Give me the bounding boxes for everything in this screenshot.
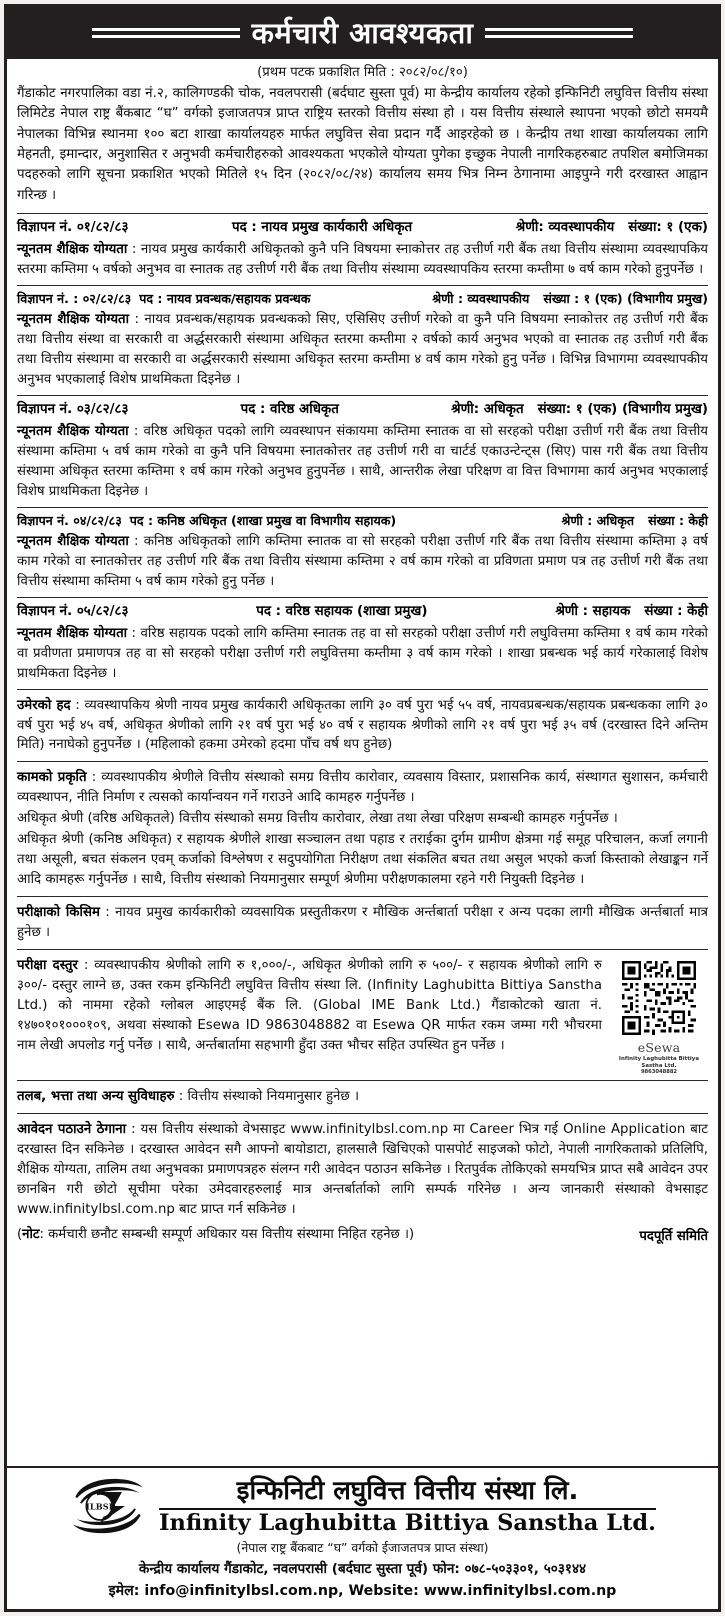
header-rule-right xyxy=(485,28,633,38)
esewa-brand-label: eSewa xyxy=(637,1039,681,1055)
exam-type-text: : नायव प्रमुख कार्यकारीको व्यवसायिक प्रस्तुतीकरण र मौखिक अर्न्तबार्ता परीक्षा र अन्य पदका लागी मौखिक अर्न्तबार्ता मात्र हुनेछ । xyxy=(17,905,708,940)
esewa-qr-caption: Infinity Laghubitta Bittiya Sastha Ltd. xyxy=(618,1055,700,1069)
vacancy-level: श्रेणी: अधिकृत xyxy=(451,401,524,417)
job-nature-paragraph-2: अधिकृत श्रेणी (वरिष्ठ अधिकृतले) वित्तीय संस्थाको समग्र वित्तीय कारोवार, लेखा तथा लेखा परिक्षण सम्बन्धी कामहरु गर्नुपर्नेछ । xyxy=(17,811,618,827)
vacancy-heading-2 xyxy=(17,289,708,310)
brand-row xyxy=(17,1475,708,1537)
vacancy-ad-number: विज्ञापन नं. ०१/८२/८३ xyxy=(17,219,129,235)
qualification-label: न्यूनतम शैक्षिक योग्यता xyxy=(17,423,129,439)
committee-signature: पदपूर्ति समिति xyxy=(639,1229,708,1245)
vacancy-heading-5 xyxy=(17,601,708,623)
divider xyxy=(17,1113,708,1114)
vacancy-post: पद : नायव प्रमुख कार्यकारी अधिकृत xyxy=(232,219,413,235)
divider xyxy=(17,896,708,897)
vacancy-count: संख्या : केही xyxy=(648,513,708,529)
divider xyxy=(17,395,708,396)
brand-names xyxy=(159,1477,656,1535)
vacancy-level: श्रेणी : सहायक xyxy=(555,603,631,619)
divider xyxy=(17,507,708,508)
salary-text: : वित्तीय संस्थाको नियमानुसार हुनेछ । xyxy=(178,1089,360,1105)
qualification-label: न्यूनतम शैक्षिक योग्यता xyxy=(17,534,129,550)
organization-name-nepali: इन्फिनिटी लघुवित्त वित्तीय संस्था लि. xyxy=(236,1476,579,1507)
vacancy-level: श्रेणी : अधिकृत xyxy=(561,513,635,529)
exam-fee-text-block xyxy=(17,956,708,1056)
vacancy-level: श्रेणी: व्यवस्थापकीय xyxy=(515,219,615,235)
intro-paragraph: गैंडाकोट नगरपालिका वडा नं.२, कालिगण्डकी चोक, नवलपरासी (बर्दघाट सुस्ता पूर्व) मा केन्द्रीय कार्यालय रहेको इन्फिनिटी लघुवित्त वित्तीय संस्था लिमिटेड नेपाल राष्ट्र बैंकबाट “घ” वर्गको इजाजतपत्र प्राप्त राष्ट्रिय स्तरको वित्तीय संस्था हो । यस वित्तीय संस्थाले स्थापना भएको छोटो समयमै नेपालका विभिन्न स्थानमा १०० बटा शाखा कार्यालयहरु मार्फत लघुवित्त सेवा प्रदान गर्दै आइरहेको छ । केन्द्रीय तथा शाखा कार्यालयका लागि मेहनती, इमान्दार, अनुशासित र अनुभवी कर्मचारीहरुको आवश्यकता भएकोले योग्यता पुगेका इच्छुक नेपाली नागरिकहरुबाट तपशिल बमोजिमका पदहरुको लागि सूचना प्रकाशित भएको मितिले १५ दिन (२०८२/०८/२४) कार्यालय समय भित्र निम्न ठेगानामा आइपुग्ने गरी दरखास्त आह्वान गरिन्छ । xyxy=(17,85,708,203)
vacancy-ad-number: विज्ञापन नं. ०४/८२/८३ xyxy=(17,513,122,529)
note-label: नोट xyxy=(22,1227,40,1243)
application-label: आवेदन पठाउने ठेगाना xyxy=(17,1122,127,1138)
divider xyxy=(17,689,708,690)
vacancy-ad-number: विज्ञापन नं. ०५/८२/८३ xyxy=(17,603,129,619)
vacancy-count: संख्या: १ (एक) xyxy=(628,219,708,235)
esewa-qr-block xyxy=(610,958,708,1076)
vacancy-heading-3 xyxy=(17,399,708,421)
advertisement-border xyxy=(4,4,721,1612)
age-limit-text: : व्यवस्थापकिय श्रेणी नायव प्रमुख कार्यकारी अधिकृतका लागि ३० वर्ष पुरा भई ५५ वर्ष, नायवप्रबन्धक/सहायक प्रबन्धकका लागि ३० वर्ष पुरा भई ४५ वर्ष, अधिकृत श्रेणीको लागि २१ वर्ष पुरा भई ४० वर्ष र सहायक श्रेणीको लागि २१ वर्ष पुरा भई ३५ वर्ष (दरखास्त दिने अन्तिम मिति) ननाघेको हुनुपर्नेछ । (महिलाको हकमा उमेरको हदमा पाँच वर्ष थप हुनेछ) xyxy=(17,697,708,753)
logo-wordmark: ILBSL xyxy=(85,1501,115,1512)
exam-fee-section xyxy=(17,953,708,1078)
vacancy-heading-4 xyxy=(17,511,708,532)
note-open-paren: ( xyxy=(17,1227,23,1243)
ilbsl-logo-icon xyxy=(69,1475,147,1537)
vacancy-qualification-3 xyxy=(17,421,708,504)
exam-type-section xyxy=(17,900,708,946)
exam-type-label: परीक्षाको किसिम xyxy=(17,905,100,921)
note-text: : कर्मचारी छनौट सम्बन्धी सम्पूर्ण अधिकार यस वित्तीय संस्थामा निहित रहनेछ ।) xyxy=(39,1227,415,1243)
qualification-text: : वरिष्ठ अधिकृत पदको लागि व्यवस्थापन संकायमा कम्तिमा स्नातक वा सो सरहको परीक्षा उत्तीर्ण गरी बैंक तथा वित्तीय संस्थामा कम्तिमा ५ वर्ष काम गरेको वा कुनै पनि विषयमा स्नातकोत्तर तह उत्तीर्ण गरी वा चार्टर्ड एकाउन्टेन्ट्स (सिए) पास गरी बैंक तथा वित्तीय संस्थामा अधिकृत स्तरमा कम्तिमा १ वर्ष काम गरेको अनुभव हुनुपर्नेछ । साथै, आन्तरीक लेखा परिक्षण वा वित्त विभागमा कार्य अनुभव भएकालाई विशेष प्राथमिकता दिइनेछ । xyxy=(17,423,709,499)
esewa-qr-id: 9863048882 xyxy=(640,1069,678,1076)
vacancy-qualification-5 xyxy=(17,623,708,686)
qualification-label: न्यूनतम शैक्षिक योग्यता xyxy=(17,625,128,641)
salary-section xyxy=(17,1084,708,1110)
salary-label: तलब, भत्ता तथा अन्य सुविधाहरु xyxy=(17,1089,175,1105)
job-nature-label: कामको प्रकृति xyxy=(17,770,87,786)
vacancy-count: संख्या: १ (एक) (विभागीय प्रमुख) xyxy=(537,401,708,417)
vacancy-level: श्रेणी : व्यवस्थापकीय xyxy=(432,291,530,307)
vacancy-qualification-2 xyxy=(17,309,708,392)
divider xyxy=(17,213,708,214)
divider xyxy=(17,761,708,762)
qualification-text: : नायव प्रमुख कार्यकारी अधिकृतको कुनै पनि विषयमा स्नाकोत्तर तह उत्तीर्ण गरी बैंक तथा वित्तीय संस्थामा व्यवस्थापकिय स्तरमा कम्तिमा ५ वर्षको अनुभव वा स्नातक तह उत्तीर्ण गरी बैंक तथा वित्तीय संस्थामा व्यवस्थापकिय स्तरमा कम्तीमा ७ वर्ष काम गरेको हुनुपर्नेछ । xyxy=(17,241,708,277)
advertisement-body xyxy=(7,59,718,1466)
page-title: कर्मचारी आवश्यकता xyxy=(251,15,474,50)
vacancy-ad-number: विज्ञापन नं. : ०२/८२/८३ xyxy=(17,291,132,307)
application-address-section xyxy=(17,1117,708,1223)
job-nature-paragraph-1: : व्यवस्थापकीय श्रेणीले वित्तीय संस्थाको समग्र वित्तीय कारोवार, व्यवसाय विस्तार, प्रशासनिक कार्य, संस्थागत सुशासन, कर्मचारी व्यवस्थापन, नीति निर्माण र त्यसको कार्यान्वयन गर्ने गराउने आदि कामहरु गर्नुपर्नेछ । xyxy=(17,770,708,806)
vacancy-post: पद : नायव प्रवन्धक/सहायक प्रवन्धक xyxy=(139,291,311,307)
note-row xyxy=(17,1223,708,1248)
vacancy-qualification-4 xyxy=(17,531,708,594)
advertisement-footer xyxy=(7,1466,718,1609)
vacancy-qualification-1 xyxy=(17,239,708,282)
application-text: : यस वित्तीय संस्थाको वेभसाइट www.infinitylbsl.com.np मा Career भित्र गई Online Application बाट दरखास्त दिन सकिनेछ । दरखास्त आवेदन सगै आफ्नो बायोडाटा, हालसालै खिचिएको पासपोर्ट साइजको फोटो, नेपाली नागरिकताको प्रतिलिपि, शैक्षिक योग्यता, तालिम तथा अनुभवका प्रमाणपत्रहरु संलग्न गरी आवेदन पठाउन सकिनेछ । रितपुर्वक तोकिएको समयभित्र प्राप्त सबै आवेदन उपर छानबिन गरी छोटो सूचीमा परेका उमेदवारहरुलाई मात्र अन्तर्बार्ताको लागि सम्पर्क गरिनेछ । अन्य जानकारी संस्थाको वेभसाइट www.infinitylbsl.com.np बाट प्राप्त गर्न सकिनेछ । xyxy=(17,1122,708,1218)
qualification-text: : वरिष्ठ सहायक पदको लागि कम्तिमा स्नातक तह वा सो सरहको परीक्षा उत्तीर्ण गरी लघुवित्तमा कम्तिमा १ वर्ष काम गरेको वा प्रवीणता प्रमाणपत्र तह वा सो सरहको परीक्षा उत्तीर्ण गरी लघुवित्तमा कम्तीमा ३ वर्ष काम गरेको । शाखा प्रबन्धक भई कार्य गरेकालाई विशेष प्राथमिकता दिइनेछ । xyxy=(17,625,709,681)
job-nature-paragraph-3: अधिकृत श्रेणी (कनिष्ठ अधिकृत) र सहायक श्रेणीले शाखा सञ्चालन तथा पहाड र तराईका दुर्गम ग्रामीण क्षेत्रमा गई समूह परिचालन, कर्जा लगानी तथा असूली, बचत संकलन एवम् कर्जाको विश्लेषण र सदुपयोगिता निरीक्षण तथा संकलित बचत तथा असुल भएको कर्जा किस्ताको लेखाङ्कन गर्ने आदि कामहरू गर्नुपर्नेछ । साथै, वित्तीय संस्थाको नियमानुसार सम्पूर्ण श्रेणीमा परीक्षणकालमा रहने गरी नियुक्ती दिइनेछ । xyxy=(17,832,708,888)
divider xyxy=(17,949,708,950)
qualification-text: : नायव प्रवन्धक/सहायक प्रवन्धकको सिए, एसिसिए उत्तीर्ण गरेको वा कुनै पनि विषयमा स्नाकोत्तर तह उत्तीर्ण गरी बैंक तथा वित्तीय संस्था वा सरकारी वा अर्द्धसरकारी संस्थामा अधिकृत स्तरमा कम्तीमा २ वर्षको कार्य अनुभव भएको वा स्नातक तह उत्तीर्ण गरी बैंक तथा वित्तीय संस्थामा वा सरकारी वा अर्द्धसरकारी संस्थामा अधिकृत स्तरमा कम्तीमा ४ वर्ष काम गरेको हुनु पर्नेछ । विभिन्न विभागमा व्यवस्थापकीय अनुभव भएकालाई विशेष प्राथमिकता दिइनेछ । xyxy=(17,312,708,388)
exam-fee-label: परीक्षा दस्तुर xyxy=(17,957,78,973)
age-limit-section xyxy=(17,693,708,759)
job-nature-section xyxy=(17,765,708,893)
exam-fee-text: : व्यवस्थापकीय श्रेणीको लागि रु १,०००/-, अधिकृत श्रेणीको लागि रु ५००/- र सहायक श्रेणीको लागि रु ३००/- दस्तुर लाग्ने छ, उक्त रकम इन्फिनिटी लघुवित्त वित्तीय संस्था लि. (Infinity Laghubitta Bittiya Sanstha Ltd.) को नाममा रहेको ग्लोबल आइएमई बैंक लि. (Global IME Bank Ltd.) गैंडाकोटको खाता नं. १४७०१०१०००१०९, अथवा संस्थाको Esewa ID 9863048882 वा Esewa QR मार्फत रकम जम्मा गरी भौचरमा नाम लेखी अपलोड गर्नु पर्नेछ । साथै, अर्न्तबार्तामा सहभागी हुँदा उक्त भौचर सहित उपस्थित हुन पर्नेछ । xyxy=(17,957,602,1053)
esewa-qr-code-icon xyxy=(619,958,699,1038)
advertisement-header-band xyxy=(7,7,718,59)
qualification-label: न्यूनतम शैक्षिक योग्यता xyxy=(17,241,128,257)
divider xyxy=(17,285,708,286)
vacancy-post: पद : कनिष्ठ अधिकृत (शाखा प्रमुख वा विभागीय सहायक) xyxy=(129,513,397,529)
license-line: (नेपाल राष्ट्र बैंकबाट “घ” वर्गको ईजाजतपत्र प्राप्त संस्था) xyxy=(236,1540,489,1556)
divider xyxy=(17,1080,708,1081)
publication-date: (प्रथम पटक प्रकाशित मिति : २०८२/०८/१०) xyxy=(257,65,468,80)
age-limit-label: उमेरको हद xyxy=(17,697,71,713)
header-rule-left xyxy=(92,28,240,38)
contact-line: इमेल: info@infinitylbsl.com.np, Website: www.infinitylbsl.com.np xyxy=(108,1582,617,1599)
address-line: केन्द्रीय कार्यालय गैंडाकोट, नवलपरासी (बर्दघाट सुस्ता पूर्व) फोन: ०७८-५०३३०१, ५०३१४४ xyxy=(138,1561,587,1578)
note-block xyxy=(17,1225,414,1244)
vacancy-ad-number: विज्ञापन नं. ०३/८२/८३ xyxy=(17,401,129,417)
organization-name-english: Infinity Laghubitta Bittiya Sanstha Ltd. xyxy=(159,1509,656,1536)
vacancy-post: पद : वरिष्ठ सहायक (शाखा प्रमुख) xyxy=(256,603,428,619)
qualification-text: : कनिष्ठ अधिकृतको लागि कम्तिमा स्नातक वा सो सरहको परीक्षा उत्तीर्ण गरि बैंक तथा वित्तीय संस्थामा कम्तिमा ३ वर्ष काम गरेको वा स्नातकोत्तर तह उत्तीर्ण गरि बैंक तथा वित्तीय संस्थामा कम्तिमा २ वर्ष काम गरेको वा प्रविणता प्रमाण पत्र तह उत्तीर्ण गरी बैंक तथा वित्तीय संस्थामा कम्तिमा ५ वर्ष काम गरेको हुनु पर्नेछ । xyxy=(17,534,708,590)
vacancy-heading-1 xyxy=(17,217,708,239)
vacancy-post: पद : वरिष्ठ अधिकृत xyxy=(240,401,339,417)
vacancy-count: संख्या : १ (एक) (विभागीय प्रमुख) xyxy=(543,291,708,307)
qualification-label: न्यूनतम शैक्षिक योग्यता xyxy=(17,312,130,328)
vacancy-count: संख्या : केही xyxy=(644,603,708,619)
divider xyxy=(17,597,708,598)
